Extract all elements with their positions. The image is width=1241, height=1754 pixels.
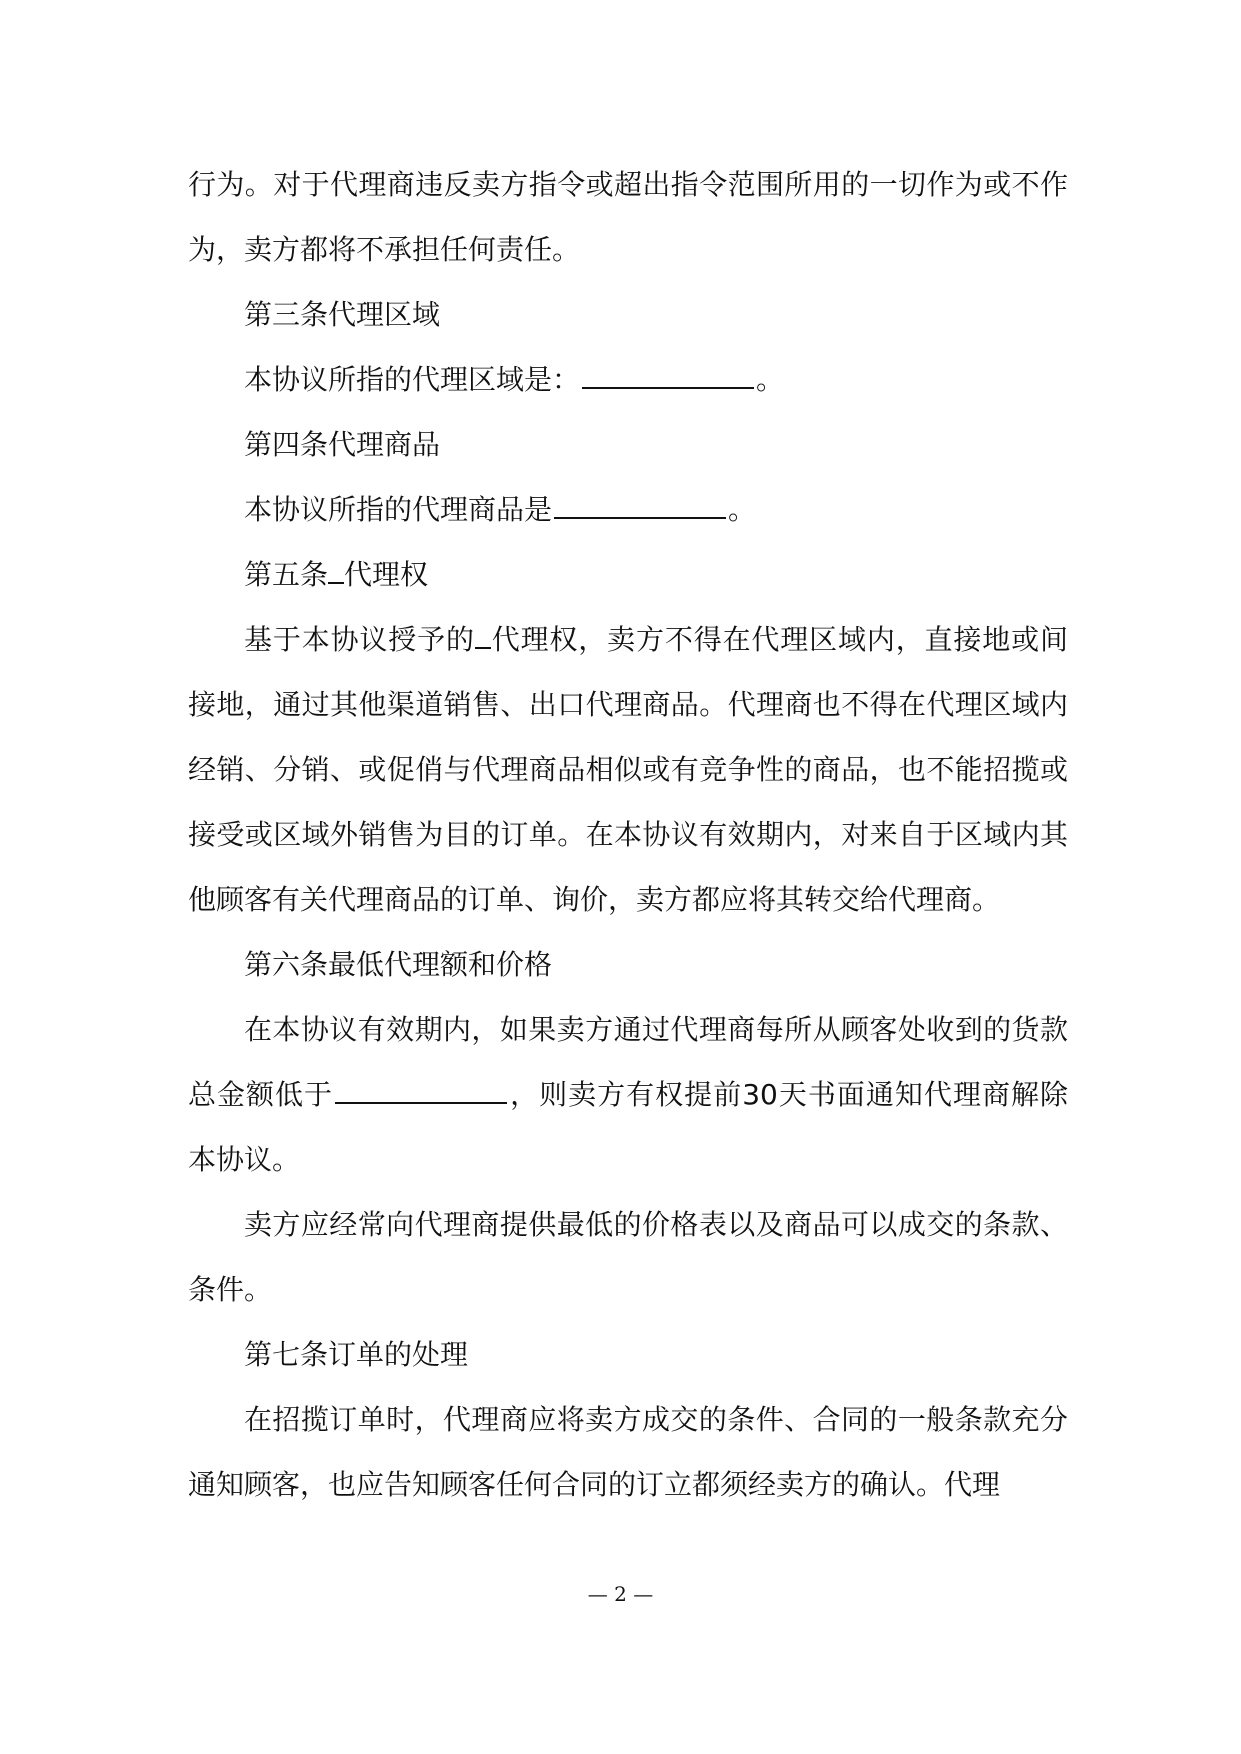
article-4-heading	[188, 412, 1068, 477]
price-list-clause	[188, 1192, 1068, 1322]
paragraph-text: 行为。对于代理商违反卖方指令或超出指令范围所用的一切作为或不作为，卖方都将不承担任何责任。	[188, 168, 1068, 266]
agency-goods-clause	[188, 477, 1068, 542]
heading-text: 第七条订单的处理	[244, 1338, 469, 1371]
fill-in-blank	[335, 1076, 507, 1104]
clause-text-after: ，则卖方有权提前30天书面通知代理商解除本协议。	[188, 1078, 1068, 1176]
fill-in-blank	[554, 491, 726, 519]
article-3-heading	[188, 282, 1068, 347]
page-number: — 2 —	[587, 1582, 654, 1606]
clause-text-before: 本协议所指的代理商品是	[244, 493, 553, 526]
short-blank	[475, 623, 491, 649]
article-5-heading	[188, 542, 1068, 607]
heading-text: 第六条最低代理额和价格	[244, 948, 553, 981]
article-6-heading	[188, 932, 1068, 997]
paragraph-text: 在招揽订单时，代理商应将卖方成交的条件、合同的一般条款充分通知顾客，也应告知顾客任何合同的订立都须经卖方的确认。代理	[188, 1403, 1068, 1501]
heading-text-after: 代理权	[344, 558, 429, 591]
clause-text-after: 代理权，卖方不得在代理区域内，直接地或间接地，通过其他渠道销售、出口代理商品。代理商也不得在代理区域内经销、分销、或促俏与代理商品相似或有竞争性的商品，也不能招揽或接受或区域外销售为目的订单。在本协议有效期内，对来自于区域内其他顾客有关代理商品的订单、询价，卖方都应将其转交给代理商。	[188, 623, 1068, 916]
agency-region-clause	[188, 347, 1068, 412]
fill-in-blank	[582, 361, 754, 389]
clause-text-before: 本协议所指的代理区域是：	[244, 363, 581, 396]
paragraph-text: 卖方应经常向代理商提供最低的价格表以及商品可以成交的条款、条件。	[188, 1208, 1068, 1306]
order-handling-clause	[188, 1387, 1068, 1517]
heading-text: 第四条代理商品	[244, 428, 441, 461]
minimum-amount-clause	[188, 997, 1068, 1192]
article-7-heading	[188, 1322, 1068, 1387]
agency-rights-clause	[188, 607, 1068, 932]
heading-text: 第三条代理区域	[244, 298, 441, 331]
clause-text-before: 在本协议有效期内，如果卖方通过代理商每所从顾客处收到的货款总金额低于	[188, 1013, 1068, 1111]
heading-text-before: 第五条	[244, 558, 329, 591]
paragraph-continuation	[188, 152, 1068, 282]
clause-text-before: 基于本协议授予的	[244, 623, 475, 656]
clause-text-after: 。	[756, 363, 785, 396]
clause-text-after: 。	[728, 493, 757, 526]
short-blank	[328, 558, 344, 584]
document-body	[188, 152, 1068, 1517]
